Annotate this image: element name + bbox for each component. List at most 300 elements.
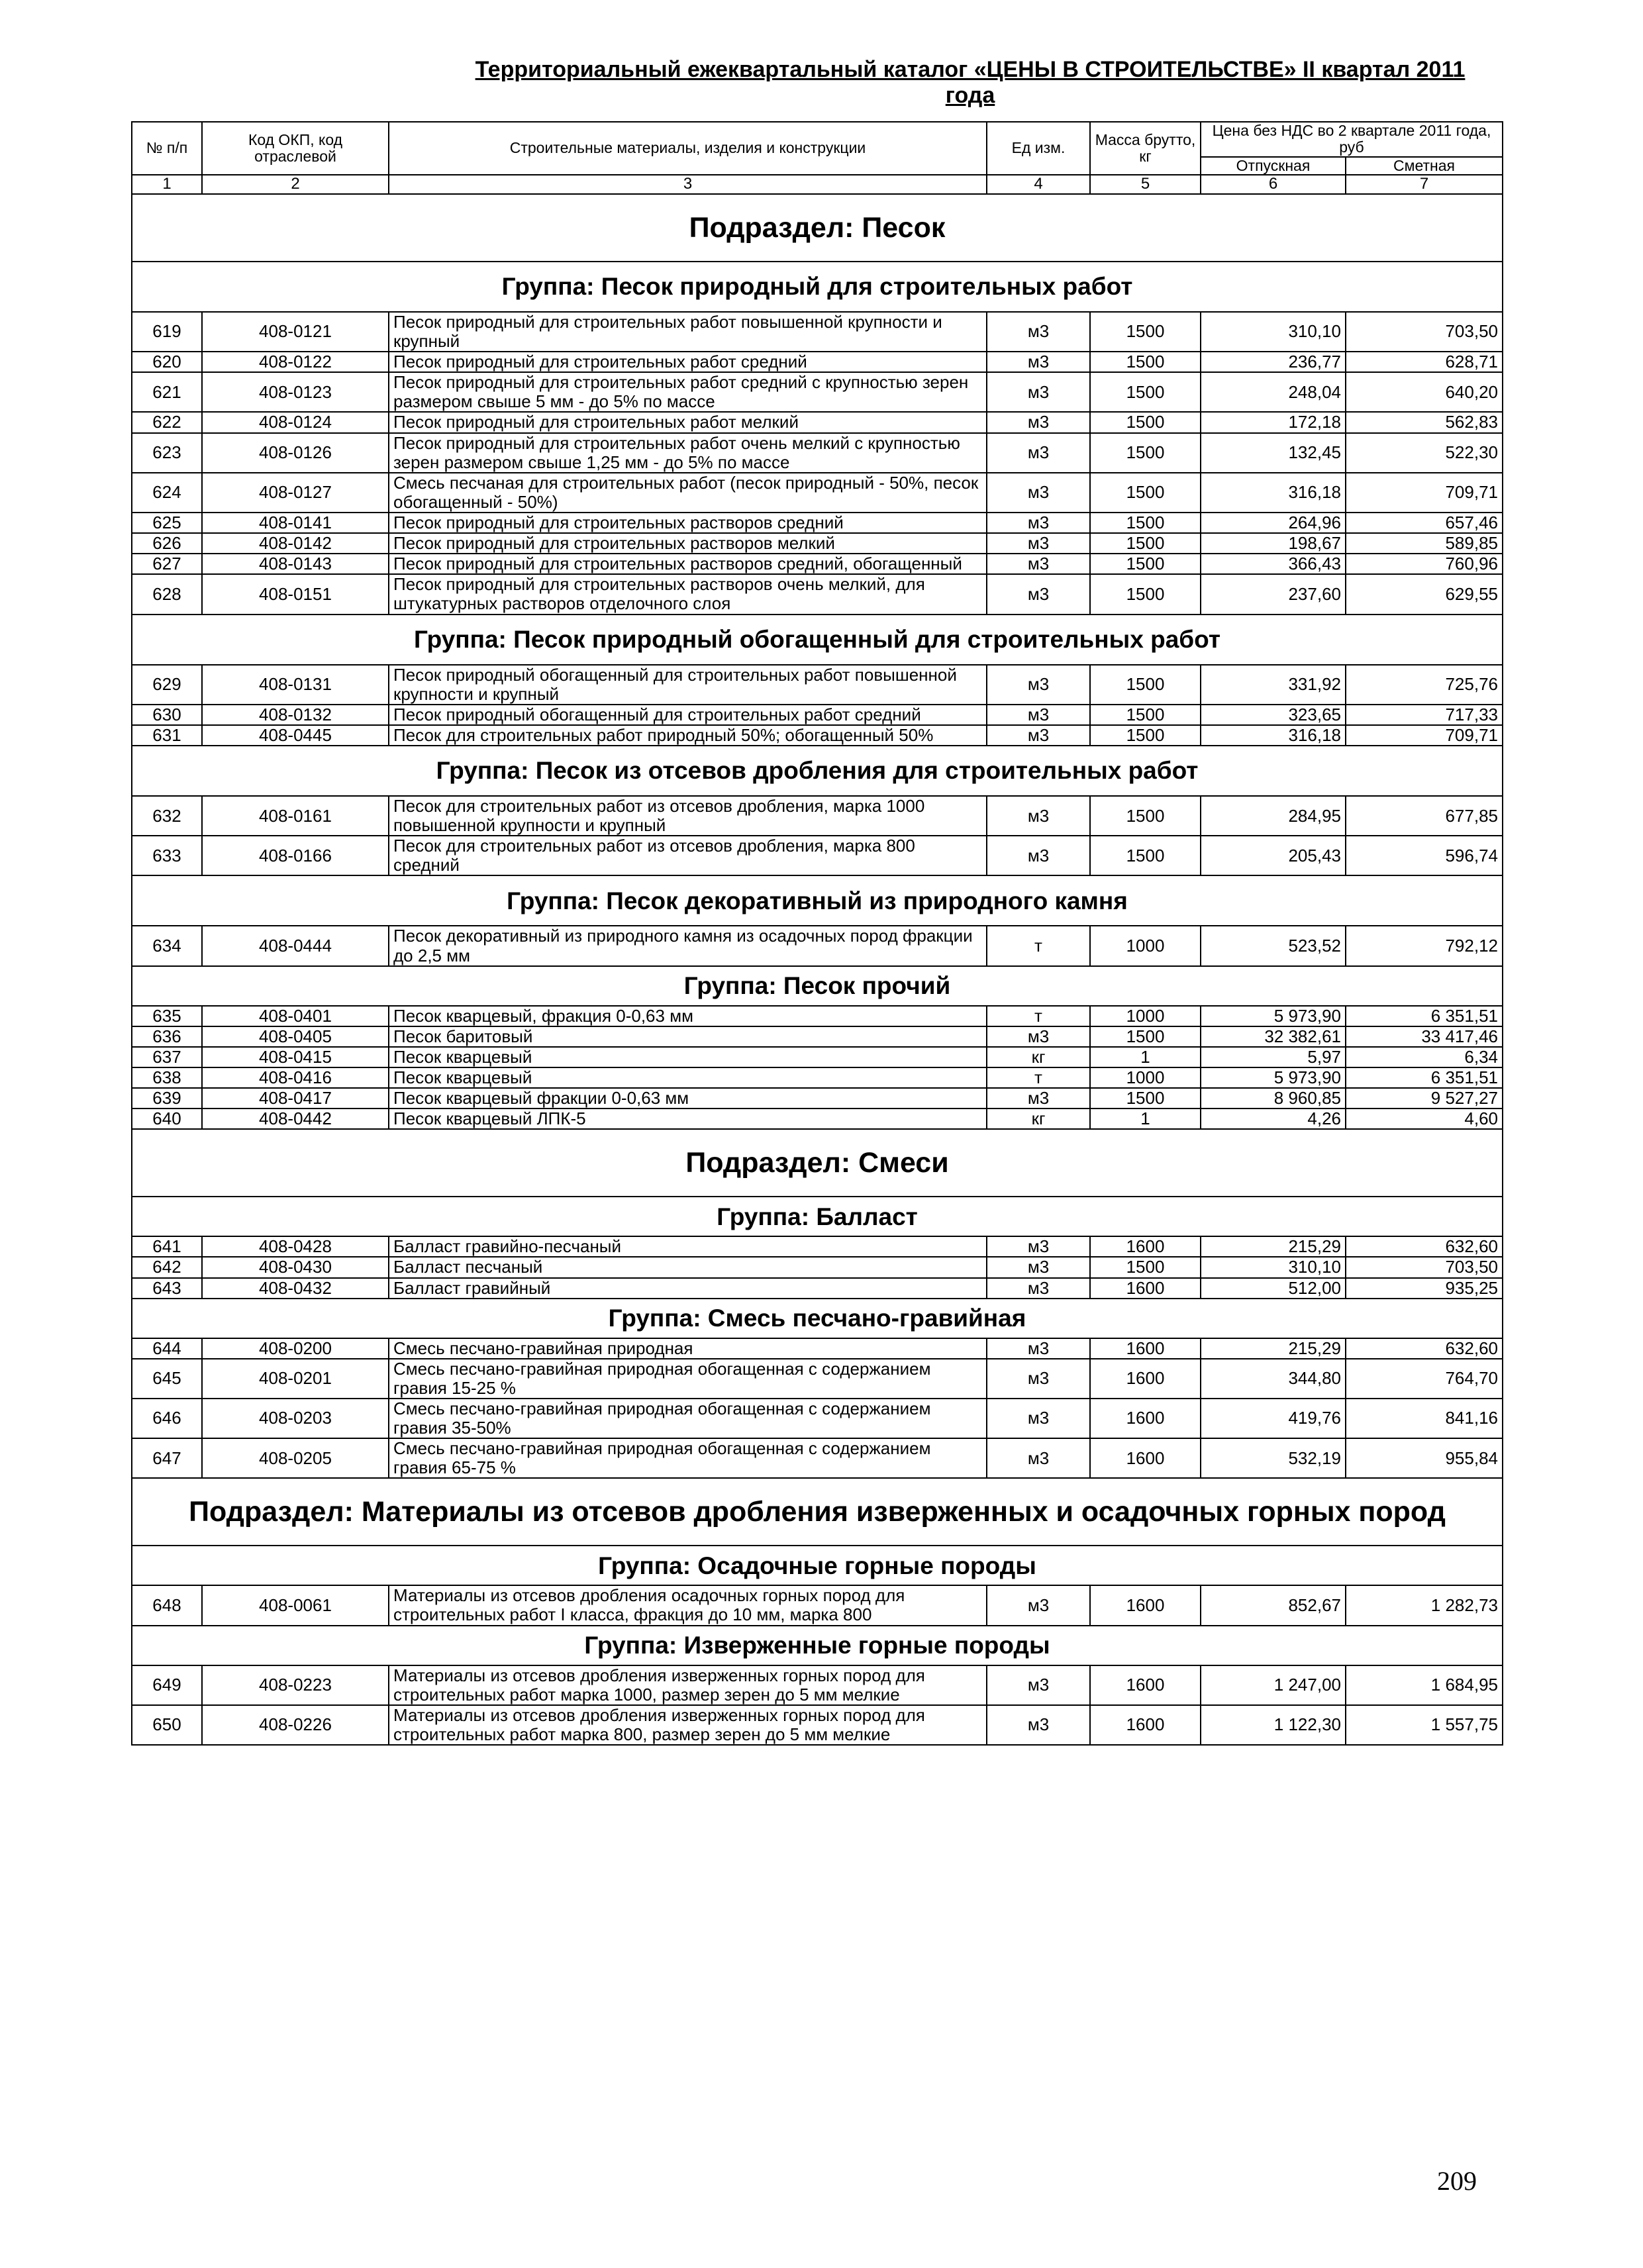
item-price-estimate: 709,71 — [1346, 473, 1503, 513]
item-price-retail: 237,60 — [1201, 574, 1346, 614]
subsection-row — [132, 1129, 1503, 1197]
item-number: 637 — [132, 1047, 202, 1067]
item-price-estimate: 764,70 — [1346, 1359, 1503, 1399]
item-price-retail: 284,95 — [1201, 796, 1346, 836]
item-name: Песок кварцевый фракции 0-0,63 мм — [389, 1088, 987, 1109]
item-name: Песок природный обогащенный для строительных работ средний — [389, 705, 987, 725]
item-mass: 1500 — [1090, 513, 1201, 533]
item-mass: 1500 — [1090, 705, 1201, 725]
table-row — [132, 1705, 1503, 1745]
item-mass: 1500 — [1090, 665, 1201, 705]
item-code: 408-0205 — [202, 1438, 389, 1478]
item-code: 408-0416 — [202, 1067, 389, 1088]
item-unit: м3 — [987, 1665, 1090, 1705]
page-number: 209 — [1437, 2166, 1477, 2196]
group-title: Группа: Песок природный для строительных работ — [132, 262, 1503, 312]
subsection-title: Подраздел: Песок — [132, 194, 1503, 262]
table-row — [132, 433, 1503, 473]
item-price-estimate: 6 351,51 — [1346, 1006, 1503, 1026]
item-code: 408-0200 — [202, 1338, 389, 1359]
item-name: Материалы из отсевов дробления осадочных горных пород для строительных работ I класса, фракция до 10 мм, марка 800 — [389, 1585, 987, 1625]
item-number: 630 — [132, 705, 202, 725]
table-row — [132, 513, 1503, 533]
group-row — [132, 875, 1503, 926]
item-code: 408-0061 — [202, 1585, 389, 1625]
table-row — [132, 372, 1503, 412]
item-name: Песок природный для строительных работ мелкий — [389, 412, 987, 432]
item-price-estimate: 1 282,73 — [1346, 1585, 1503, 1625]
group-title: Группа: Балласт — [132, 1197, 1503, 1236]
item-price-estimate: 628,71 — [1346, 352, 1503, 372]
header-num: № п/п — [132, 122, 202, 175]
item-code: 408-0442 — [202, 1109, 389, 1129]
item-code: 408-0142 — [202, 533, 389, 554]
subsection-title: Подраздел: Материалы из отсевов дробления изверженных и осадочных горных пород — [132, 1478, 1503, 1546]
table-row — [132, 796, 1503, 836]
group-row — [132, 615, 1503, 665]
item-name: Песок природный для строительных работ средний — [389, 352, 987, 372]
group-row — [132, 746, 1503, 796]
item-number: 624 — [132, 473, 202, 513]
item-number: 641 — [132, 1236, 202, 1257]
item-mass: 1600 — [1090, 1705, 1201, 1745]
header-row — [132, 122, 1503, 157]
table-row — [132, 1665, 1503, 1705]
item-name: Материалы из отсевов дробления изверженных горных пород для строительных работ марка 800, размер зерен до 5 мм мелкие — [389, 1705, 987, 1745]
group-row — [132, 1299, 1503, 1338]
item-unit: м3 — [987, 352, 1090, 372]
item-name: Песок для строительных работ из отсевов дробления, марка 800 средний — [389, 836, 987, 875]
item-number: 648 — [132, 1585, 202, 1625]
header-price-estimate: Сметная — [1346, 157, 1503, 175]
item-unit: м3 — [987, 836, 1090, 875]
item-price-estimate: 725,76 — [1346, 665, 1503, 705]
item-price-estimate: 709,71 — [1346, 725, 1503, 746]
item-mass: 1500 — [1090, 725, 1201, 746]
item-number: 638 — [132, 1067, 202, 1088]
item-price-estimate: 596,74 — [1346, 836, 1503, 875]
item-price-retail: 215,29 — [1201, 1236, 1346, 1257]
item-price-estimate: 562,83 — [1346, 412, 1503, 432]
item-name: Песок природный для строительных работ повышенной крупности и крупный — [389, 312, 987, 352]
group-title: Группа: Песок прочий — [132, 966, 1503, 1006]
item-unit: м3 — [987, 574, 1090, 614]
table-row — [132, 1278, 1503, 1299]
item-mass: 1500 — [1090, 433, 1201, 473]
item-name: Балласт песчаный — [389, 1257, 987, 1277]
item-price-retail: 323,65 — [1201, 705, 1346, 725]
item-mass: 1500 — [1090, 554, 1201, 574]
item-code: 408-0223 — [202, 1665, 389, 1705]
item-mass: 1600 — [1090, 1438, 1201, 1478]
item-unit: м3 — [987, 513, 1090, 533]
item-price-estimate: 677,85 — [1346, 796, 1503, 836]
item-code: 408-0432 — [202, 1278, 389, 1299]
item-number: 635 — [132, 1006, 202, 1026]
item-mass: 1500 — [1090, 352, 1201, 372]
item-unit: м3 — [987, 554, 1090, 574]
item-mass: 1500 — [1090, 1088, 1201, 1109]
item-number: 650 — [132, 1705, 202, 1745]
item-name: Песок кварцевый ЛПК-5 — [389, 1109, 987, 1129]
group-row — [132, 262, 1503, 312]
item-price-estimate: 935,25 — [1346, 1278, 1503, 1299]
colnum-cell: 4 — [987, 175, 1090, 194]
item-price-retail: 248,04 — [1201, 372, 1346, 412]
item-name: Песок природный для строительных работ средний с крупностью зерен размером свыше 5 мм - до 5% по массе — [389, 372, 987, 412]
item-price-retail: 532,19 — [1201, 1438, 1346, 1478]
item-name: Смесь песчано-гравийная природная обогащенная с содержанием гравия 65-75 % — [389, 1438, 987, 1478]
table-row — [132, 1236, 1503, 1257]
item-price-estimate: 632,60 — [1346, 1338, 1503, 1359]
group-row — [132, 966, 1503, 1006]
item-number: 629 — [132, 665, 202, 705]
item-unit: м3 — [987, 1585, 1090, 1625]
table-row — [132, 705, 1503, 725]
item-price-estimate: 33 417,46 — [1346, 1026, 1503, 1047]
item-price-estimate: 632,60 — [1346, 1236, 1503, 1257]
page-title: Территориальный ежеквартальный каталог «ЦЕНЫ В СТРОИТЕЛЬСТВЕ» II квартал 2011 года — [475, 57, 1466, 108]
table-row — [132, 412, 1503, 432]
item-mass: 1500 — [1090, 574, 1201, 614]
item-unit: м3 — [987, 1359, 1090, 1399]
item-unit: м3 — [987, 433, 1090, 473]
item-number: 621 — [132, 372, 202, 412]
item-name: Песок для строительных работ из отсевов дробления, марка 1000 повышенной крупности и крупный — [389, 796, 987, 836]
item-unit: т — [987, 1067, 1090, 1088]
item-unit: кг — [987, 1109, 1090, 1129]
item-mass: 1000 — [1090, 1067, 1201, 1088]
group-title: Группа: Песок природный обогащенный для строительных работ — [132, 615, 1503, 665]
item-mass: 1000 — [1090, 1006, 1201, 1026]
item-unit: кг — [987, 1047, 1090, 1067]
item-unit: м3 — [987, 1338, 1090, 1359]
item-mass: 1500 — [1090, 473, 1201, 513]
table-row — [132, 665, 1503, 705]
item-number: 631 — [132, 725, 202, 746]
colnum-cell: 5 — [1090, 175, 1201, 194]
item-code: 408-0126 — [202, 433, 389, 473]
item-code: 408-0226 — [202, 1705, 389, 1745]
item-price-retail: 215,29 — [1201, 1338, 1346, 1359]
item-number: 644 — [132, 1338, 202, 1359]
item-price-estimate: 6,34 — [1346, 1047, 1503, 1067]
item-price-estimate: 841,16 — [1346, 1399, 1503, 1438]
item-code: 408-0123 — [202, 372, 389, 412]
table-row — [132, 1338, 1503, 1359]
item-price-retail: 523,52 — [1201, 926, 1346, 965]
price-catalog-table — [131, 121, 1503, 1746]
item-code: 408-0121 — [202, 312, 389, 352]
item-mass: 1600 — [1090, 1359, 1201, 1399]
table-row — [132, 725, 1503, 746]
item-name: Смесь песчано-гравийная природная — [389, 1338, 987, 1359]
item-code: 408-0428 — [202, 1236, 389, 1257]
group-row — [132, 1197, 1503, 1236]
item-price-retail: 331,92 — [1201, 665, 1346, 705]
item-number: 634 — [132, 926, 202, 965]
item-unit: м3 — [987, 665, 1090, 705]
table-row — [132, 533, 1503, 554]
item-name: Материалы из отсевов дробления изверженных горных пород для строительных работ марка 1000, размер зерен до 5 мм мелкие — [389, 1665, 987, 1705]
item-price-retail: 419,76 — [1201, 1399, 1346, 1438]
item-price-retail: 366,43 — [1201, 554, 1346, 574]
item-number: 623 — [132, 433, 202, 473]
item-code: 408-0203 — [202, 1399, 389, 1438]
item-name: Смесь песчано-гравийная природная обогащенная с содержанием гравия 15-25 % — [389, 1359, 987, 1399]
item-mass: 1500 — [1090, 533, 1201, 554]
item-price-retail: 264,96 — [1201, 513, 1346, 533]
item-price-retail: 1 122,30 — [1201, 1705, 1346, 1745]
table-row — [132, 1585, 1503, 1625]
item-name: Песок природный обогащенный для строительных работ повышенной крупности и крупный — [389, 665, 987, 705]
item-mass: 1600 — [1090, 1278, 1201, 1299]
item-name: Песок баритовый — [389, 1026, 987, 1047]
item-price-estimate: 703,50 — [1346, 1257, 1503, 1277]
item-unit: м3 — [987, 1257, 1090, 1277]
group-title: Группа: Песок из отсевов дробления для строительных работ — [132, 746, 1503, 796]
item-unit: м3 — [987, 1278, 1090, 1299]
item-price-retail: 8 960,85 — [1201, 1088, 1346, 1109]
item-number: 642 — [132, 1257, 202, 1277]
item-number: 643 — [132, 1278, 202, 1299]
item-unit: т — [987, 1006, 1090, 1026]
item-name: Песок природный для строительных растворов мелкий — [389, 533, 987, 554]
item-name: Смесь песчано-гравийная природная обогащенная с содержанием гравия 35-50% — [389, 1399, 987, 1438]
item-code: 408-0430 — [202, 1257, 389, 1277]
item-mass: 1000 — [1090, 926, 1201, 965]
item-unit: м3 — [987, 533, 1090, 554]
item-price-retail: 132,45 — [1201, 433, 1346, 473]
item-name: Песок кварцевый — [389, 1047, 987, 1067]
item-price-retail: 5,97 — [1201, 1047, 1346, 1067]
item-code: 408-0201 — [202, 1359, 389, 1399]
item-name: Песок кварцевый, фракция 0-0,63 мм — [389, 1006, 987, 1026]
item-mass: 1500 — [1090, 312, 1201, 352]
item-price-estimate: 4,60 — [1346, 1109, 1503, 1129]
item-unit: м3 — [987, 725, 1090, 746]
item-mass: 1600 — [1090, 1399, 1201, 1438]
column-number-row — [132, 175, 1503, 194]
item-mass: 1500 — [1090, 1257, 1201, 1277]
item-code: 408-0401 — [202, 1006, 389, 1026]
item-number: 649 — [132, 1665, 202, 1705]
item-number: 627 — [132, 554, 202, 574]
item-price-estimate: 657,46 — [1346, 513, 1503, 533]
item-unit: т — [987, 926, 1090, 965]
catalog-body — [132, 194, 1503, 1745]
item-code: 408-0132 — [202, 705, 389, 725]
item-mass: 1500 — [1090, 836, 1201, 875]
item-unit: м3 — [987, 1088, 1090, 1109]
item-unit: м3 — [987, 312, 1090, 352]
colnum-cell: 2 — [202, 175, 389, 194]
item-name: Песок природный для строительных растворов средний — [389, 513, 987, 533]
item-code: 408-0122 — [202, 352, 389, 372]
item-code: 408-0415 — [202, 1047, 389, 1067]
item-number: 625 — [132, 513, 202, 533]
item-unit: м3 — [987, 796, 1090, 836]
item-price-retail: 205,43 — [1201, 836, 1346, 875]
item-price-retail: 512,00 — [1201, 1278, 1346, 1299]
item-number: 619 — [132, 312, 202, 352]
item-name: Песок для строительных работ природный 50%; обогащенный 50% — [389, 725, 987, 746]
colnum-cell: 1 — [132, 175, 202, 194]
subsection-title: Подраздел: Смеси — [132, 1129, 1503, 1197]
item-code: 408-0131 — [202, 665, 389, 705]
item-price-estimate: 1 684,95 — [1346, 1665, 1503, 1705]
table-row — [132, 1026, 1503, 1047]
item-price-estimate: 589,85 — [1346, 533, 1503, 554]
header-unit: Ед изм. — [987, 122, 1090, 175]
item-mass: 1600 — [1090, 1236, 1201, 1257]
header-price: Цена без НДС во 2 квартале 2011 года, руб — [1201, 122, 1503, 157]
item-price-retail: 32 382,61 — [1201, 1026, 1346, 1047]
item-number: 632 — [132, 796, 202, 836]
item-price-estimate: 1 557,75 — [1346, 1705, 1503, 1745]
item-price-estimate: 792,12 — [1346, 926, 1503, 965]
item-number: 622 — [132, 412, 202, 432]
item-price-retail: 236,77 — [1201, 352, 1346, 372]
item-mass: 1500 — [1090, 372, 1201, 412]
colnum-cell: 7 — [1346, 175, 1503, 194]
item-number: 636 — [132, 1026, 202, 1047]
group-row — [132, 1626, 1503, 1665]
group-title: Группа: Песок декоративный из природного камня — [132, 875, 1503, 926]
item-code: 408-0127 — [202, 473, 389, 513]
item-price-estimate: 640,20 — [1346, 372, 1503, 412]
table-row — [132, 1399, 1503, 1438]
item-price-retail: 852,67 — [1201, 1585, 1346, 1625]
group-row — [132, 1546, 1503, 1585]
item-number: 647 — [132, 1438, 202, 1478]
table-row — [132, 1257, 1503, 1277]
item-mass: 1 — [1090, 1047, 1201, 1067]
item-name: Песок природный для строительных растворов очень мелкий, для штукатурных растворов отделочного слоя — [389, 574, 987, 614]
header-price-retail: Отпускная — [1201, 157, 1346, 175]
item-mass: 1600 — [1090, 1585, 1201, 1625]
item-code: 408-0166 — [202, 836, 389, 875]
item-mass: 1500 — [1090, 412, 1201, 432]
table-row — [132, 1047, 1503, 1067]
item-name: Песок кварцевый — [389, 1067, 987, 1088]
item-price-estimate: 717,33 — [1346, 705, 1503, 725]
item-price-estimate: 6 351,51 — [1346, 1067, 1503, 1088]
item-code: 408-0151 — [202, 574, 389, 614]
item-number: 633 — [132, 836, 202, 875]
item-unit: м3 — [987, 1399, 1090, 1438]
table-row — [132, 1088, 1503, 1109]
table-row — [132, 1359, 1503, 1399]
colnum-cell: 6 — [1201, 175, 1346, 194]
item-number: 628 — [132, 574, 202, 614]
item-mass: 1 — [1090, 1109, 1201, 1129]
item-number: 645 — [132, 1359, 202, 1399]
item-price-retail: 172,18 — [1201, 412, 1346, 432]
item-number: 640 — [132, 1109, 202, 1129]
item-price-estimate: 522,30 — [1346, 433, 1503, 473]
item-unit: м3 — [987, 372, 1090, 412]
item-price-retail: 1 247,00 — [1201, 1665, 1346, 1705]
item-name: Балласт гравийно-песчаный — [389, 1236, 987, 1257]
colnum-cell: 3 — [389, 175, 987, 194]
table-row — [132, 352, 1503, 372]
subsection-row — [132, 194, 1503, 262]
item-price-retail: 5 973,90 — [1201, 1067, 1346, 1088]
item-price-retail: 344,80 — [1201, 1359, 1346, 1399]
item-price-retail: 310,10 — [1201, 1257, 1346, 1277]
item-unit: м3 — [987, 1026, 1090, 1047]
item-code: 408-0124 — [202, 412, 389, 432]
item-name: Песок природный для строительных растворов средний, обогащенный — [389, 554, 987, 574]
item-price-retail: 4,26 — [1201, 1109, 1346, 1129]
item-code: 408-0405 — [202, 1026, 389, 1047]
item-price-retail: 310,10 — [1201, 312, 1346, 352]
item-name: Смесь песчаная для строительных работ (песок природный - 50%, песок обогащенный - 50%) — [389, 473, 987, 513]
item-code: 408-0141 — [202, 513, 389, 533]
table-row — [132, 574, 1503, 614]
item-price-retail: 316,18 — [1201, 473, 1346, 513]
item-price-retail: 5 973,90 — [1201, 1006, 1346, 1026]
table-row — [132, 554, 1503, 574]
item-unit: м3 — [987, 1438, 1090, 1478]
item-unit: м3 — [987, 1705, 1090, 1745]
item-number: 620 — [132, 352, 202, 372]
item-unit: м3 — [987, 473, 1090, 513]
group-title: Группа: Изверженные горные породы — [132, 1626, 1503, 1665]
subsection-row — [132, 1478, 1503, 1546]
item-mass: 1500 — [1090, 1026, 1201, 1047]
header-mass: Масса брутто, кг — [1090, 122, 1201, 175]
item-code: 408-0444 — [202, 926, 389, 965]
item-name: Балласт гравийный — [389, 1278, 987, 1299]
item-price-estimate: 703,50 — [1346, 312, 1503, 352]
table-row — [132, 473, 1503, 513]
group-title: Группа: Смесь песчано-гравийная — [132, 1299, 1503, 1338]
item-unit: м3 — [987, 1236, 1090, 1257]
header-code: Код ОКП, код отраслевой — [202, 122, 389, 175]
item-mass: 1500 — [1090, 796, 1201, 836]
header-name: Строительные материалы, изделия и конструкции — [389, 122, 987, 175]
table-row — [132, 836, 1503, 875]
item-price-estimate: 629,55 — [1346, 574, 1503, 614]
item-price-estimate: 955,84 — [1346, 1438, 1503, 1478]
item-mass: 1600 — [1090, 1338, 1201, 1359]
item-number: 646 — [132, 1399, 202, 1438]
item-number: 639 — [132, 1088, 202, 1109]
table-row — [132, 312, 1503, 352]
table-row — [132, 1438, 1503, 1478]
item-price-retail: 198,67 — [1201, 533, 1346, 554]
item-unit: м3 — [987, 412, 1090, 432]
table-row — [132, 1006, 1503, 1026]
item-name: Песок декоративный из природного камня из осадочных пород фракции до 2,5 мм — [389, 926, 987, 965]
table-row — [132, 1109, 1503, 1129]
table-row — [132, 926, 1503, 965]
group-title: Группа: Осадочные горные породы — [132, 1546, 1503, 1585]
item-price-estimate: 760,96 — [1346, 554, 1503, 574]
item-code: 408-0143 — [202, 554, 389, 574]
item-code: 408-0161 — [202, 796, 389, 836]
item-name: Песок природный для строительных работ очень мелкий с крупностью зерен размером свыше 1,25 мм - до 5% по массе — [389, 433, 987, 473]
item-number: 626 — [132, 533, 202, 554]
item-code: 408-0417 — [202, 1088, 389, 1109]
table-row — [132, 1067, 1503, 1088]
item-unit: м3 — [987, 705, 1090, 725]
item-code: 408-0445 — [202, 725, 389, 746]
item-mass: 1600 — [1090, 1665, 1201, 1705]
item-price-estimate: 9 527,27 — [1346, 1088, 1503, 1109]
